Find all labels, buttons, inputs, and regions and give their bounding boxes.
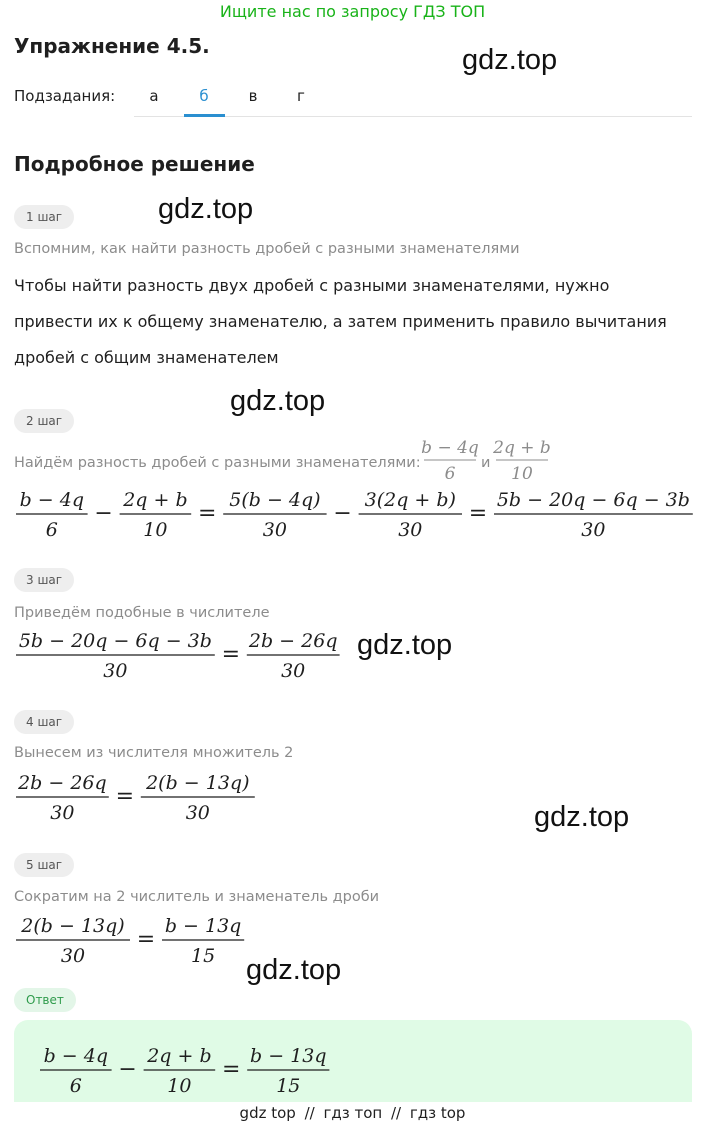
fraction-numerator: 5(b − 4q) [229,489,321,511]
fraction-numerator: b − 13q [250,1045,327,1067]
step-3-equation [14,625,338,687]
fraction-denominator: 30 [185,802,210,824]
step-2-hint-fractions [420,436,560,486]
hint-fraction-2-num: 2q + b [493,438,551,458]
fraction-numerator: 3(2q + b) [364,489,456,511]
step-1-hint: Вспомним, как найти разность дробей с разными знаменателями [14,241,520,257]
fraction-denominator: 10 [143,519,168,541]
hint-fraction-1-den: 6 [444,464,456,484]
watermark: gdz.top [230,385,326,417]
fraction-numerator: 5b − 20q − 6q − 3b [18,630,212,652]
page-title: Упражнение 4.5. [14,34,210,58]
watermark: gdz.top [246,954,342,986]
equals-sign: = [221,1057,241,1082]
footer-links [0,1104,705,1122]
watermark: gdz.top [158,193,254,225]
fraction-numerator: b − 13q [164,915,242,937]
fraction-numerator: 2b − 26q [18,772,107,794]
footer-link[interactable]: gdz top [239,1104,296,1122]
fraction-denominator: 30 [581,519,606,541]
subtask-tab-v[interactable]: в [248,87,258,105]
hint-fraction-1 [421,438,479,484]
equals-sign: = [197,501,217,526]
fraction-numerator: 2q + b [147,1045,212,1067]
step-3-hint: Приведём подобные в числителе [14,605,270,621]
watermark: gdz.top [534,801,630,833]
subtask-tab-a[interactable]: а [149,87,159,105]
step-2-hint: Найдём разность дробей с разными знаменателями: [14,455,421,471]
minus-sign: − [333,501,352,526]
subtasks-label: Подзадания: [14,87,116,105]
fraction-numerator: 2b − 26q [248,630,338,652]
fraction-numerator: 2q + b [123,489,188,511]
step-badge-2: 2 шаг [14,409,74,433]
subtask-tab-g[interactable]: г [297,87,305,105]
footer-link[interactable]: гдз top [409,1104,466,1122]
fraction-denominator: 15 [191,945,216,967]
step-2-equation [14,484,690,546]
step-4-equation [14,767,274,829]
step-5-equation [14,910,274,972]
footer-separator: // [390,1104,402,1122]
equals-sign: = [221,642,241,667]
fraction-denominator: 6 [69,1075,82,1097]
step-badge-3: 3 шаг [14,568,74,592]
fraction-numerator: b − 4q [19,489,85,511]
fraction-numerator: 2(b − 13q) [21,915,125,937]
minus-sign: − [94,501,113,526]
active-tab-indicator [184,114,225,117]
step-1-text-line: Чтобы найти разность двух дробей с разными знаменателями, нужно [14,276,610,295]
step-2-hint-joiner: и [481,455,491,471]
hint-fraction-2-den: 10 [511,464,533,484]
fraction-denominator: 30 [262,519,287,541]
answer-equation [38,1040,338,1102]
step-4-hint: Вынесем из числителя множитель 2 [14,745,294,761]
fraction-denominator: 30 [103,660,128,682]
step-1-text-line: привести их к общему знаменателю, а затем применить правило вычитания [14,312,667,331]
search-banner: Ищите нас по запросу ГДЗ ТОП [219,2,486,21]
step-1-text [14,268,684,376]
fraction-denominator: 6 [45,519,58,541]
footer-separator: // [304,1104,315,1122]
step-badge-1: 1 шаг [14,205,74,229]
step-badge-5: 5 шаг [14,853,74,877]
step-badge-4: 4 шаг [14,710,74,734]
equals-sign: = [115,784,135,809]
fraction-denominator: 15 [276,1075,301,1097]
fraction-numerator: 5b − 20q − 6q − 3b [496,489,690,511]
solution-heading: Подробное решение [14,152,255,176]
watermark: gdz.top [462,44,558,76]
fraction-denominator: 30 [60,945,86,967]
fraction-numerator: b − 4q [43,1045,109,1067]
fraction-denominator: 30 [398,519,423,541]
fraction-denominator: 30 [50,802,75,824]
fraction-denominator: 10 [167,1075,192,1097]
answer-badge: Ответ [14,988,76,1012]
step-1-text-line: дробей с общим знаменателем [14,348,279,367]
step-5-hint: Сократим на 2 числитель и знаменатель дроби [14,889,380,905]
minus-sign: − [118,1057,137,1082]
equals-sign: = [468,501,488,526]
footer-link[interactable]: гдз топ [323,1104,383,1122]
fraction-denominator: 30 [281,660,306,682]
fraction-numerator: 2(b − 13q) [146,772,250,794]
equals-sign: = [136,927,156,952]
hint-fraction-2 [492,438,551,484]
hint-fraction-1-num: b − 4q [421,438,479,458]
subtask-tab-b[interactable]: б [199,87,209,105]
watermark: gdz.top [357,629,453,661]
